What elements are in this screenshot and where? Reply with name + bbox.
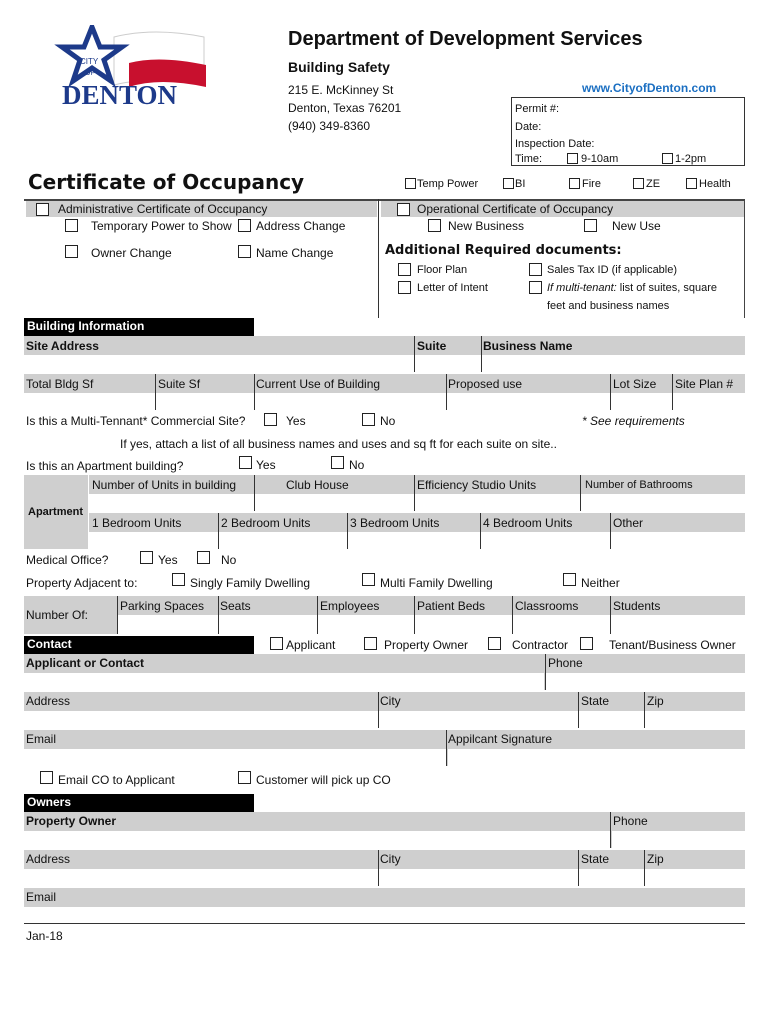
sales-tax-checkbox[interactable]	[529, 263, 542, 276]
owners-header: Owners	[24, 794, 254, 812]
time-9-10-label: 9-10am	[581, 153, 619, 165]
classrooms-label: Classrooms	[515, 599, 579, 613]
divider	[644, 692, 645, 728]
owner-input[interactable]	[24, 831, 610, 848]
see-requirements-note: * See requirements	[582, 414, 685, 428]
single-family-label: Singly Family Dwelling	[190, 576, 311, 590]
multi-family-checkbox[interactable]	[362, 573, 375, 586]
logo-city: CITY	[80, 57, 99, 66]
sf-row-input[interactable]	[24, 393, 745, 410]
number-of-label: Number Of:	[26, 608, 89, 622]
temp-power-checkbox[interactable]	[405, 178, 416, 189]
contact-email-label: Email	[26, 732, 57, 746]
current-use-label: Current Use of Building	[256, 377, 381, 391]
property-owner-checkbox[interactable]	[364, 637, 377, 650]
owner-phone-input[interactable]	[612, 831, 745, 848]
bed3-label: 3 Bedroom Units	[350, 516, 440, 530]
suite-sf-label: Suite Sf	[158, 377, 201, 391]
department-title: Department of Development Services	[288, 28, 643, 50]
bed4-label: 4 Bedroom Units	[483, 516, 573, 530]
date-label: Date:	[515, 121, 542, 133]
divider	[414, 596, 415, 634]
divider	[672, 374, 673, 410]
temp-power-show-checkbox[interactable]	[65, 219, 78, 232]
proposed-use-label: Proposed use	[448, 377, 523, 391]
footer-date: Jan-18	[26, 929, 63, 943]
signature-label: Appilcant Signature	[448, 732, 553, 746]
applicant-label: Applicant	[286, 638, 336, 652]
divider	[610, 812, 611, 848]
apartment-yes-label: Yes	[256, 458, 276, 472]
form-title: Certificate of Occupancy	[28, 170, 305, 194]
tenant-label: Tenant/Business Owner	[609, 638, 736, 652]
building-info-header: Building Information	[24, 318, 254, 336]
number-of-input[interactable]	[117, 615, 745, 634]
divider	[512, 596, 513, 634]
contact-address-label: Address	[26, 694, 71, 708]
address-line1: 215 E. McKinney St	[288, 83, 394, 97]
time-9-10-checkbox[interactable]	[567, 153, 578, 164]
applicant-checkbox[interactable]	[270, 637, 283, 650]
logo-of: OF	[85, 70, 95, 77]
operational-co-title: Operational Certificate of Occupancy	[417, 202, 614, 216]
owner-city-label: City	[380, 852, 401, 866]
apt-row2-input[interactable]	[89, 532, 745, 549]
single-family-checkbox[interactable]	[172, 573, 185, 586]
time-1-2-checkbox[interactable]	[662, 153, 673, 164]
multi-family-label: Multi Family Dwelling	[380, 576, 493, 590]
permit-label: Permit #:	[515, 103, 560, 115]
owner-change-label: Owner Change	[91, 246, 172, 260]
bi-label: BI	[515, 178, 526, 190]
website-link[interactable]: www.CityofDenton.com	[582, 81, 717, 95]
divider	[610, 596, 611, 634]
suite-label: Suite	[417, 339, 447, 353]
new-use-checkbox[interactable]	[584, 219, 597, 232]
letter-intent-checkbox[interactable]	[398, 281, 411, 294]
new-use-label: New Use	[612, 219, 661, 233]
owner-address-input[interactable]	[24, 869, 745, 886]
divider	[254, 475, 255, 511]
health-label: Health	[699, 178, 731, 190]
contact-email-input[interactable]	[24, 749, 446, 766]
divider	[414, 336, 415, 372]
contractor-label: Contractor	[512, 638, 569, 652]
patient-beds-label: Patient Beds	[417, 599, 486, 613]
suite-input[interactable]	[415, 355, 481, 372]
time-1-2-label: 1-2pm	[675, 153, 707, 165]
site-plan-label: Site Plan #	[675, 377, 734, 391]
sales-tax-label: Sales Tax ID (if applicable)	[547, 264, 678, 276]
admin-co-checkbox[interactable]	[36, 203, 49, 216]
lot-size-label: Lot Size	[613, 377, 657, 391]
contact-phone-input[interactable]	[546, 673, 745, 690]
ze-checkbox[interactable]	[633, 178, 644, 189]
floor-plan-checkbox[interactable]	[398, 263, 411, 276]
divider	[480, 513, 481, 549]
signature-input[interactable]	[448, 749, 745, 766]
bed1-label: 1 Bedroom Units	[92, 516, 182, 530]
new-business-label: New Business	[448, 219, 525, 233]
divider	[218, 596, 219, 634]
adjacent-question: Property Adjacent to:	[26, 576, 138, 590]
divider	[378, 850, 379, 886]
contact-phone-label: Phone	[548, 656, 583, 670]
pickup-co-label: Customer will pick up CO	[256, 773, 391, 787]
divider	[610, 374, 611, 410]
temp-power-label: Temp Power	[417, 178, 479, 190]
co-divider	[378, 199, 379, 318]
contact-city-label: City	[380, 694, 401, 708]
apartment-label: Apartment	[28, 506, 84, 518]
divider	[644, 850, 645, 886]
operational-co-checkbox[interactable]	[397, 203, 410, 216]
name-change-checkbox[interactable]	[238, 245, 251, 258]
divider	[545, 654, 546, 690]
apartment-question: Is this an Apartment building?	[26, 459, 184, 473]
property-owner-label: Property Owner	[384, 638, 469, 652]
tenant-checkbox[interactable]	[580, 637, 593, 650]
multi-tenant-list-checkbox[interactable]	[529, 281, 542, 294]
pickup-co-checkbox[interactable]	[238, 771, 251, 784]
attach-list-note: If yes, attach a list of all business names and uses and sq ft for each suite on site..	[120, 437, 557, 451]
property-owner-field-label: Property Owner	[26, 814, 117, 828]
apartment-no-label: No	[349, 458, 365, 472]
divider	[414, 475, 415, 511]
multi-tenant-question: Is this a Multi-Tennant* Commercial Site?	[26, 414, 246, 428]
applicant-contact-label: Applicant or Contact	[26, 656, 145, 670]
divider	[347, 513, 348, 549]
email-co-label: Email CO to Applicant	[58, 773, 175, 787]
address-change-label: Address Change	[256, 219, 346, 233]
site-address-input[interactable]	[24, 355, 414, 372]
contact-address-input[interactable]	[24, 711, 745, 728]
divider	[254, 374, 255, 410]
address-change-checkbox[interactable]	[238, 219, 251, 232]
address-line2: Denton, Texas 76201	[288, 101, 402, 115]
medical-no-checkbox[interactable]	[197, 551, 210, 564]
divider	[218, 513, 219, 549]
units-label: Number of Units in building	[92, 478, 237, 492]
multi-tenant-list-label2: feet and business names	[547, 300, 670, 312]
bed2-label: 2 Bedroom Units	[221, 516, 311, 530]
email-co-checkbox[interactable]	[40, 771, 53, 784]
business-name-input[interactable]	[482, 355, 745, 372]
medical-no-label: No	[221, 553, 237, 567]
temp-power-show-label: Temporary Power to Show	[91, 219, 232, 233]
bathrooms-label: Number of Bathrooms	[585, 479, 693, 491]
divider	[578, 692, 579, 728]
divider	[155, 374, 156, 410]
divider	[117, 596, 118, 634]
neither-label: Neither	[581, 576, 620, 590]
owner-state-label: State	[581, 852, 610, 866]
owner-phone-label: Phone	[613, 814, 648, 828]
multi-tenant-no-checkbox[interactable]	[362, 413, 375, 426]
letter-intent-label: Letter of Intent	[417, 282, 488, 294]
owner-address-label: Address	[26, 852, 71, 866]
divider	[610, 513, 611, 549]
medical-yes-label: Yes	[158, 553, 178, 567]
other-label: Other	[613, 516, 644, 530]
additional-docs-heading: Additional Required documents:	[385, 243, 622, 258]
divider	[580, 475, 581, 511]
contact-zip-label: Zip	[647, 694, 664, 708]
divider	[317, 596, 318, 634]
apartment-yes-checkbox[interactable]	[239, 456, 252, 469]
contact-state-label: State	[581, 694, 610, 708]
parking-label: Parking Spaces	[120, 599, 205, 613]
name-change-label: Name Change	[256, 246, 334, 260]
owner-email-label: Email	[26, 890, 57, 904]
floor-plan-label: Floor Plan	[417, 264, 468, 276]
students-label: Students	[613, 599, 661, 613]
health-checkbox[interactable]	[686, 178, 697, 189]
ze-label: ZE	[646, 178, 661, 190]
divider	[378, 692, 379, 728]
phone-number: (940) 349-8360	[288, 119, 371, 133]
contact-header: Contact	[24, 636, 254, 654]
admin-co-title: Administrative Certificate of Occupancy	[58, 202, 268, 216]
multi-tenant-no-label: No	[380, 414, 396, 428]
club-house-label: Club House	[286, 478, 349, 492]
divider	[446, 730, 447, 766]
multi-tenant-yes-checkbox[interactable]	[264, 413, 277, 426]
multi-tenant-yes-label: Yes	[286, 414, 306, 428]
apartment-no-checkbox[interactable]	[331, 456, 344, 469]
medical-yes-checkbox[interactable]	[140, 551, 153, 564]
site-address-label: Site Address	[26, 339, 99, 353]
owner-change-checkbox[interactable]	[65, 245, 78, 258]
efficiency-label: Efficiency Studio Units	[417, 478, 537, 492]
city-logo	[44, 25, 214, 110]
fire-label: Fire	[582, 178, 601, 190]
total-sf-label: Total Bldg Sf	[26, 377, 94, 391]
time-label: Time:	[515, 153, 543, 165]
fire-checkbox[interactable]	[569, 178, 580, 189]
seats-label: Seats	[220, 599, 251, 613]
divider	[481, 336, 482, 372]
owner-zip-label: Zip	[647, 852, 664, 866]
multi-tenant-list-label: If multi-tenant: list of suites, square	[547, 282, 717, 294]
medical-question: Medical Office?	[26, 553, 109, 567]
neither-checkbox[interactable]	[563, 573, 576, 586]
division-title: Building Safety	[288, 59, 390, 75]
new-business-checkbox[interactable]	[428, 219, 441, 232]
business-name-label: Business Name	[483, 339, 573, 353]
divider	[446, 374, 447, 410]
contractor-checkbox[interactable]	[488, 637, 501, 650]
apt-row1-input[interactable]	[89, 494, 745, 511]
bi-checkbox[interactable]	[503, 178, 514, 189]
employees-label: Employees	[320, 599, 380, 613]
divider	[578, 850, 579, 886]
logo-denton: DENTON	[62, 80, 178, 110]
owner-email-input[interactable]	[24, 907, 745, 924]
applicant-contact-input[interactable]	[24, 673, 544, 690]
inspection-date-label: Inspection Date:	[515, 138, 595, 150]
